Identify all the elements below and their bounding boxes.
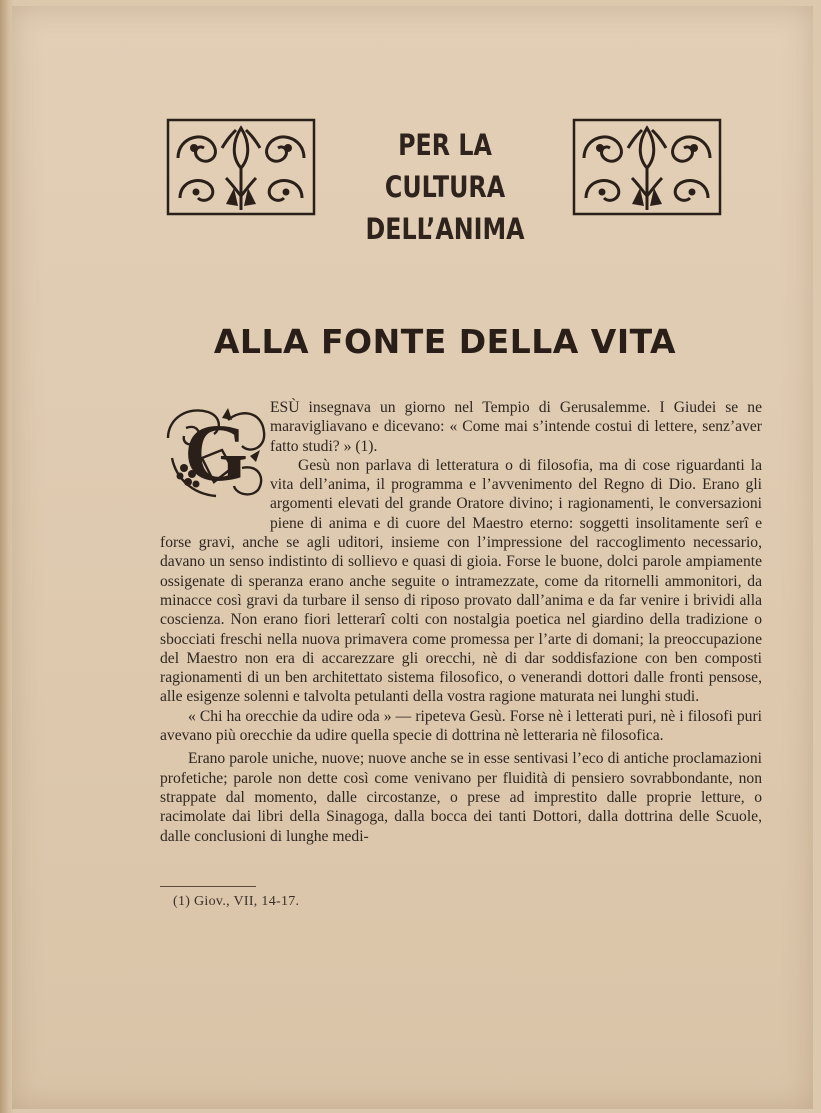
paragraph-2: Gesù non parlava di letteratura o di filosofia, ma di cose riguardanti la vita dell’anima, il programma e l’avvenimento del Regno di Dio. Erano gli argomenti elevati del grande Oratore divino; i ragionamenti, le conversazioni piene di anima e di cuore del Maestro eterno: soggetti insolitamente serî e forse gravi, anche se agli uditori, insieme con l’impressione del raccoglimento necessario, davano un senso indistinto di sollievo e quasi di gioia. Forse le buone, dolci parole ampiamente ossigenate di speranza erano anche seguite o intramezzate, come da ritornelli ammonitori, da minacce così gravi da turbare il senso di riposo provato dall’anima e da far venire i brividi alla coscienza. Non erano fiori letterarî colti con nostalgia poetica nel giardino della tradizione o sbocciati freschi nella nuova primavera come promessa per l’arte di domani; la preoccupazione del Maestro non era di accarezzare gli orecchi, nè di dar soddisfazione con ben composti ragionamenti di un ben architettato sistema filosofico, o venerandi dottori dalle fronti pensose, alle esigenze solenni e talvolta petulanti della vostra ragione maturata nei lunghi studi. [160, 456, 762, 706]
paragraph-1-text: insegnava un giorno nel Tempio di Gerusalemme. I Giudei se ne maravigliavano e dicevano: « Come mai s’intende costui di lettere, senz’aver fatto studi? » (1). [270, 399, 762, 455]
floral-ornament-left-icon [166, 118, 316, 216]
article-body [160, 398, 762, 846]
paragraph-4: Erano parole uniche, nuove; nuove anche se in esse sentivasi l’eco di antiche proclamazioni profetiche; parole non dette così come venivano per fluidità di pensiero sovrabbondante, non strappate dal momento, dalle circostanze, o prese ad imprestito dalle proprie letture, o racimolate dai libri della Sinagoga, dalla bocca dei tanti Dottori, dalla dottrina delle Scuole, dalle conclusioni di lunghe medi- [160, 750, 762, 845]
footnote: (1) Giov., VII, 14-17. [173, 894, 300, 909]
dropcap-spacer [160, 398, 270, 514]
floral-ornament-right-icon [572, 118, 722, 216]
section-header [341, 124, 549, 250]
first-word: ESÙ [270, 399, 300, 416]
article-title: ALLA FONTE DELLA VITA [213, 322, 677, 361]
paragraph-3: « Chi ha orecchie da udire oda » — ripeteva Gesù. Forse nè i letterati puri, nè i filosofi puri avevano più orecchie da udire quella specie di dottrina nè letteraria nè filosofica. [160, 707, 762, 745]
section-header-line1: PER LA CULTURA [384, 128, 506, 204]
section-header-line2: DELL’ANIMA [365, 212, 525, 246]
footnote-rule [160, 886, 256, 887]
dropcap-letter: G [184, 407, 248, 498]
